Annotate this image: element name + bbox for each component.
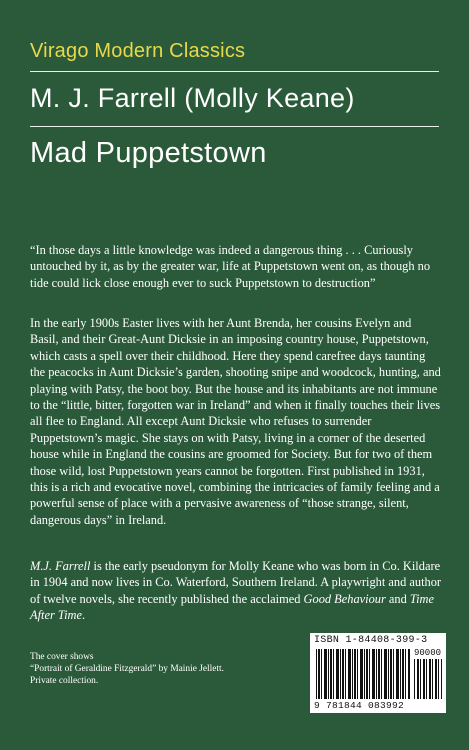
barcode <box>310 633 446 713</box>
book-title: Mad Puppetstown <box>30 137 267 169</box>
bio-book-1: Good Behaviour <box>303 591 386 606</box>
credit-line-1: The cover shows <box>30 652 94 662</box>
bio-text: is the early pseudonym for Molly Keane who was born in Co. Kildare in 1904 and now lives in Co. Waterford, Southern Ireland. A playwright and author of twelve novels, she recently published the acclaimed <box>30 559 442 606</box>
series-name: Virago Modern Classics <box>30 40 246 62</box>
divider-bottom <box>30 126 439 127</box>
blurb-quote: “In those days a little knowledge was indeed a dangerous thing . . . Curiously untouched by it, as by the greater war, life at Puppetstown went on, as though no tide could lick close enough ever to suck Puppetstown to destruction” <box>30 243 431 290</box>
author-bio <box>30 558 442 624</box>
divider-top <box>30 71 439 72</box>
bio-end: . <box>81 608 86 623</box>
barcode-bars <box>316 649 410 699</box>
blurb-description: In the early 1900s Easter lives with her Aunt Brenda, her cousins Evelyn and Basil, and their Great-Aunt Dicksie in an imposing country house, Puppetstown, which casts a spell over their childhood. Here they spend carefree days taunting the peacocks in Aunt Dicksie’s garden, shooting snipe and woodcock, hunting, and playing with Patsy, the boot boy. But the house and its inhabitants are not immune to the “little, bitter, forgotten war in Ireland” and when it finally touches their lives all flee to England. All except Aunt Dicksie who refuses to surrender Puppetstown’s magic. She stays on with Patsy, living in a corner of the deserted house while in England the cousins are groomed for Society. But for two of them those wild, lost Puppetstown years cannot be forgotten. First published in 1931, this is a rich and evocative novel, combining the intricacies of family feeling and a powerful sense of place with a pervasive awareness of “those strange, silent, dangerous days” in Ireland. <box>30 316 441 527</box>
addon-bars <box>414 659 442 699</box>
credit-line-3: Private collection. <box>30 676 99 687</box>
isbn-number: ISBN 1-84408-399-3 <box>314 635 428 646</box>
bio-and: and <box>385 591 410 606</box>
cover-credit <box>30 651 224 688</box>
bio-book-2: Time After Time <box>30 591 434 623</box>
credit-line-2: “Portrait of Geraldine Fitzgerald” by Mainie Jellett. <box>30 664 224 675</box>
price-addon-number: 90000 <box>414 648 442 658</box>
bio-pseudonym: M.J. Farrell <box>30 559 91 573</box>
ean-number: 9 781844 083992 <box>314 700 405 711</box>
author-name: M. J. Farrell (Molly Keane) <box>30 83 355 113</box>
